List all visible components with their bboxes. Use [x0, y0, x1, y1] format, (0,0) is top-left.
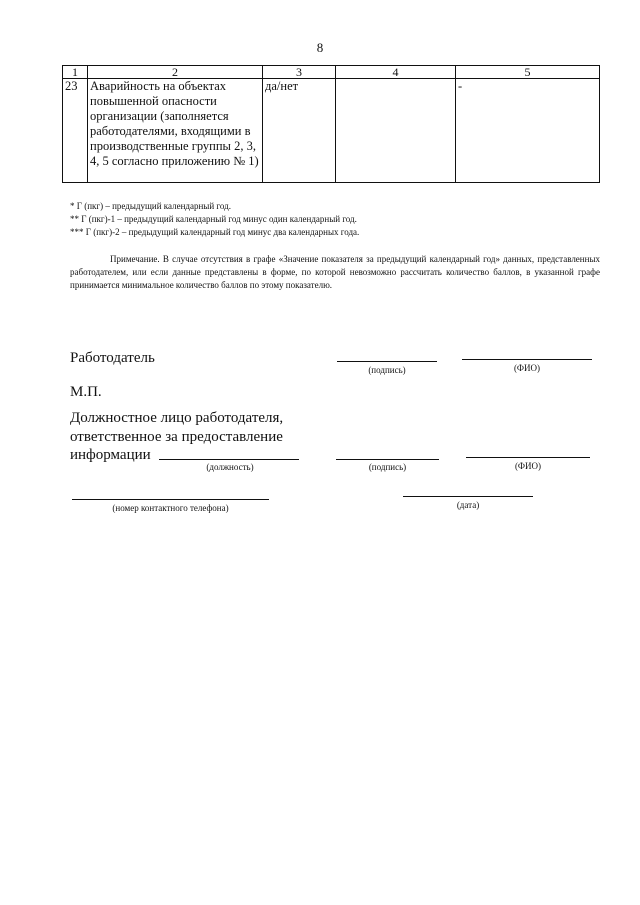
table-header-cell: 2 — [88, 66, 263, 79]
table-header-cell: 4 — [336, 66, 456, 79]
official-label-line3: информации — [70, 447, 151, 463]
table-header-row — [63, 66, 600, 79]
indicator-name-cell: Аварийность на объектах повышенной опасности организации (заполняется работодателями, входящими в производственные группы 2, 3, 4, 5 согласно приложению № 1) — [88, 79, 263, 183]
table-header-cell: 1 — [63, 66, 88, 79]
note-paragraph — [70, 253, 600, 292]
official-name-caption: (ФИО) — [514, 461, 542, 471]
phone-caption: (номер контактного телефона) — [112, 503, 229, 513]
official-signature-line — [336, 459, 439, 460]
note-text: Примечание. В случае отсутствия в графе «Значение показателя за предыдущий календарный год» данных, представленных работодателем, или если данные представлены в форме, по которой невозможно рассчитать количество баллов, в указанной графе принимается минимальное количество баллов по этому показателю. — [70, 254, 600, 290]
official-label-line2: ответственное за предоставление — [70, 429, 283, 445]
indicator-table — [62, 65, 600, 183]
phone-line — [72, 499, 269, 500]
value-cell-col4 — [336, 79, 456, 183]
table-header-cell: 3 — [263, 66, 336, 79]
official-signature-caption: (подпись) — [368, 462, 407, 472]
employer-label: Работодатель — [70, 350, 155, 366]
date-caption: (дата) — [456, 500, 480, 510]
official-position-line — [159, 459, 299, 460]
row-number-cell: 23 — [63, 79, 88, 183]
page-number: 8 — [316, 40, 324, 55]
table-row — [63, 79, 600, 183]
footnote-3: *** Г (пкг)-2 – предыдущий календарный год минус два календарных года. — [70, 227, 360, 237]
official-position-caption: (должность) — [206, 462, 254, 472]
official-label-line1: Должностное лицо работодателя, — [70, 410, 284, 426]
footnote-1: * Г (пкг) – предыдущий календарный год. — [70, 201, 231, 211]
employer-name-line — [462, 359, 592, 360]
seal-label: М.П. — [70, 384, 102, 400]
official-name-line — [466, 457, 590, 458]
footnote-2: ** Г (пкг)-1 – предыдущий календарный год минус один календарный год. — [70, 214, 357, 224]
value-cell-col5: - — [456, 79, 600, 183]
employer-signature-line — [337, 361, 437, 362]
unit-cell: да/нет — [263, 79, 336, 183]
employer-name-caption: (ФИО) — [513, 363, 541, 373]
date-line — [403, 496, 533, 497]
employer-signature-caption: (подпись) — [368, 365, 406, 375]
table-header-cell: 5 — [456, 66, 600, 79]
